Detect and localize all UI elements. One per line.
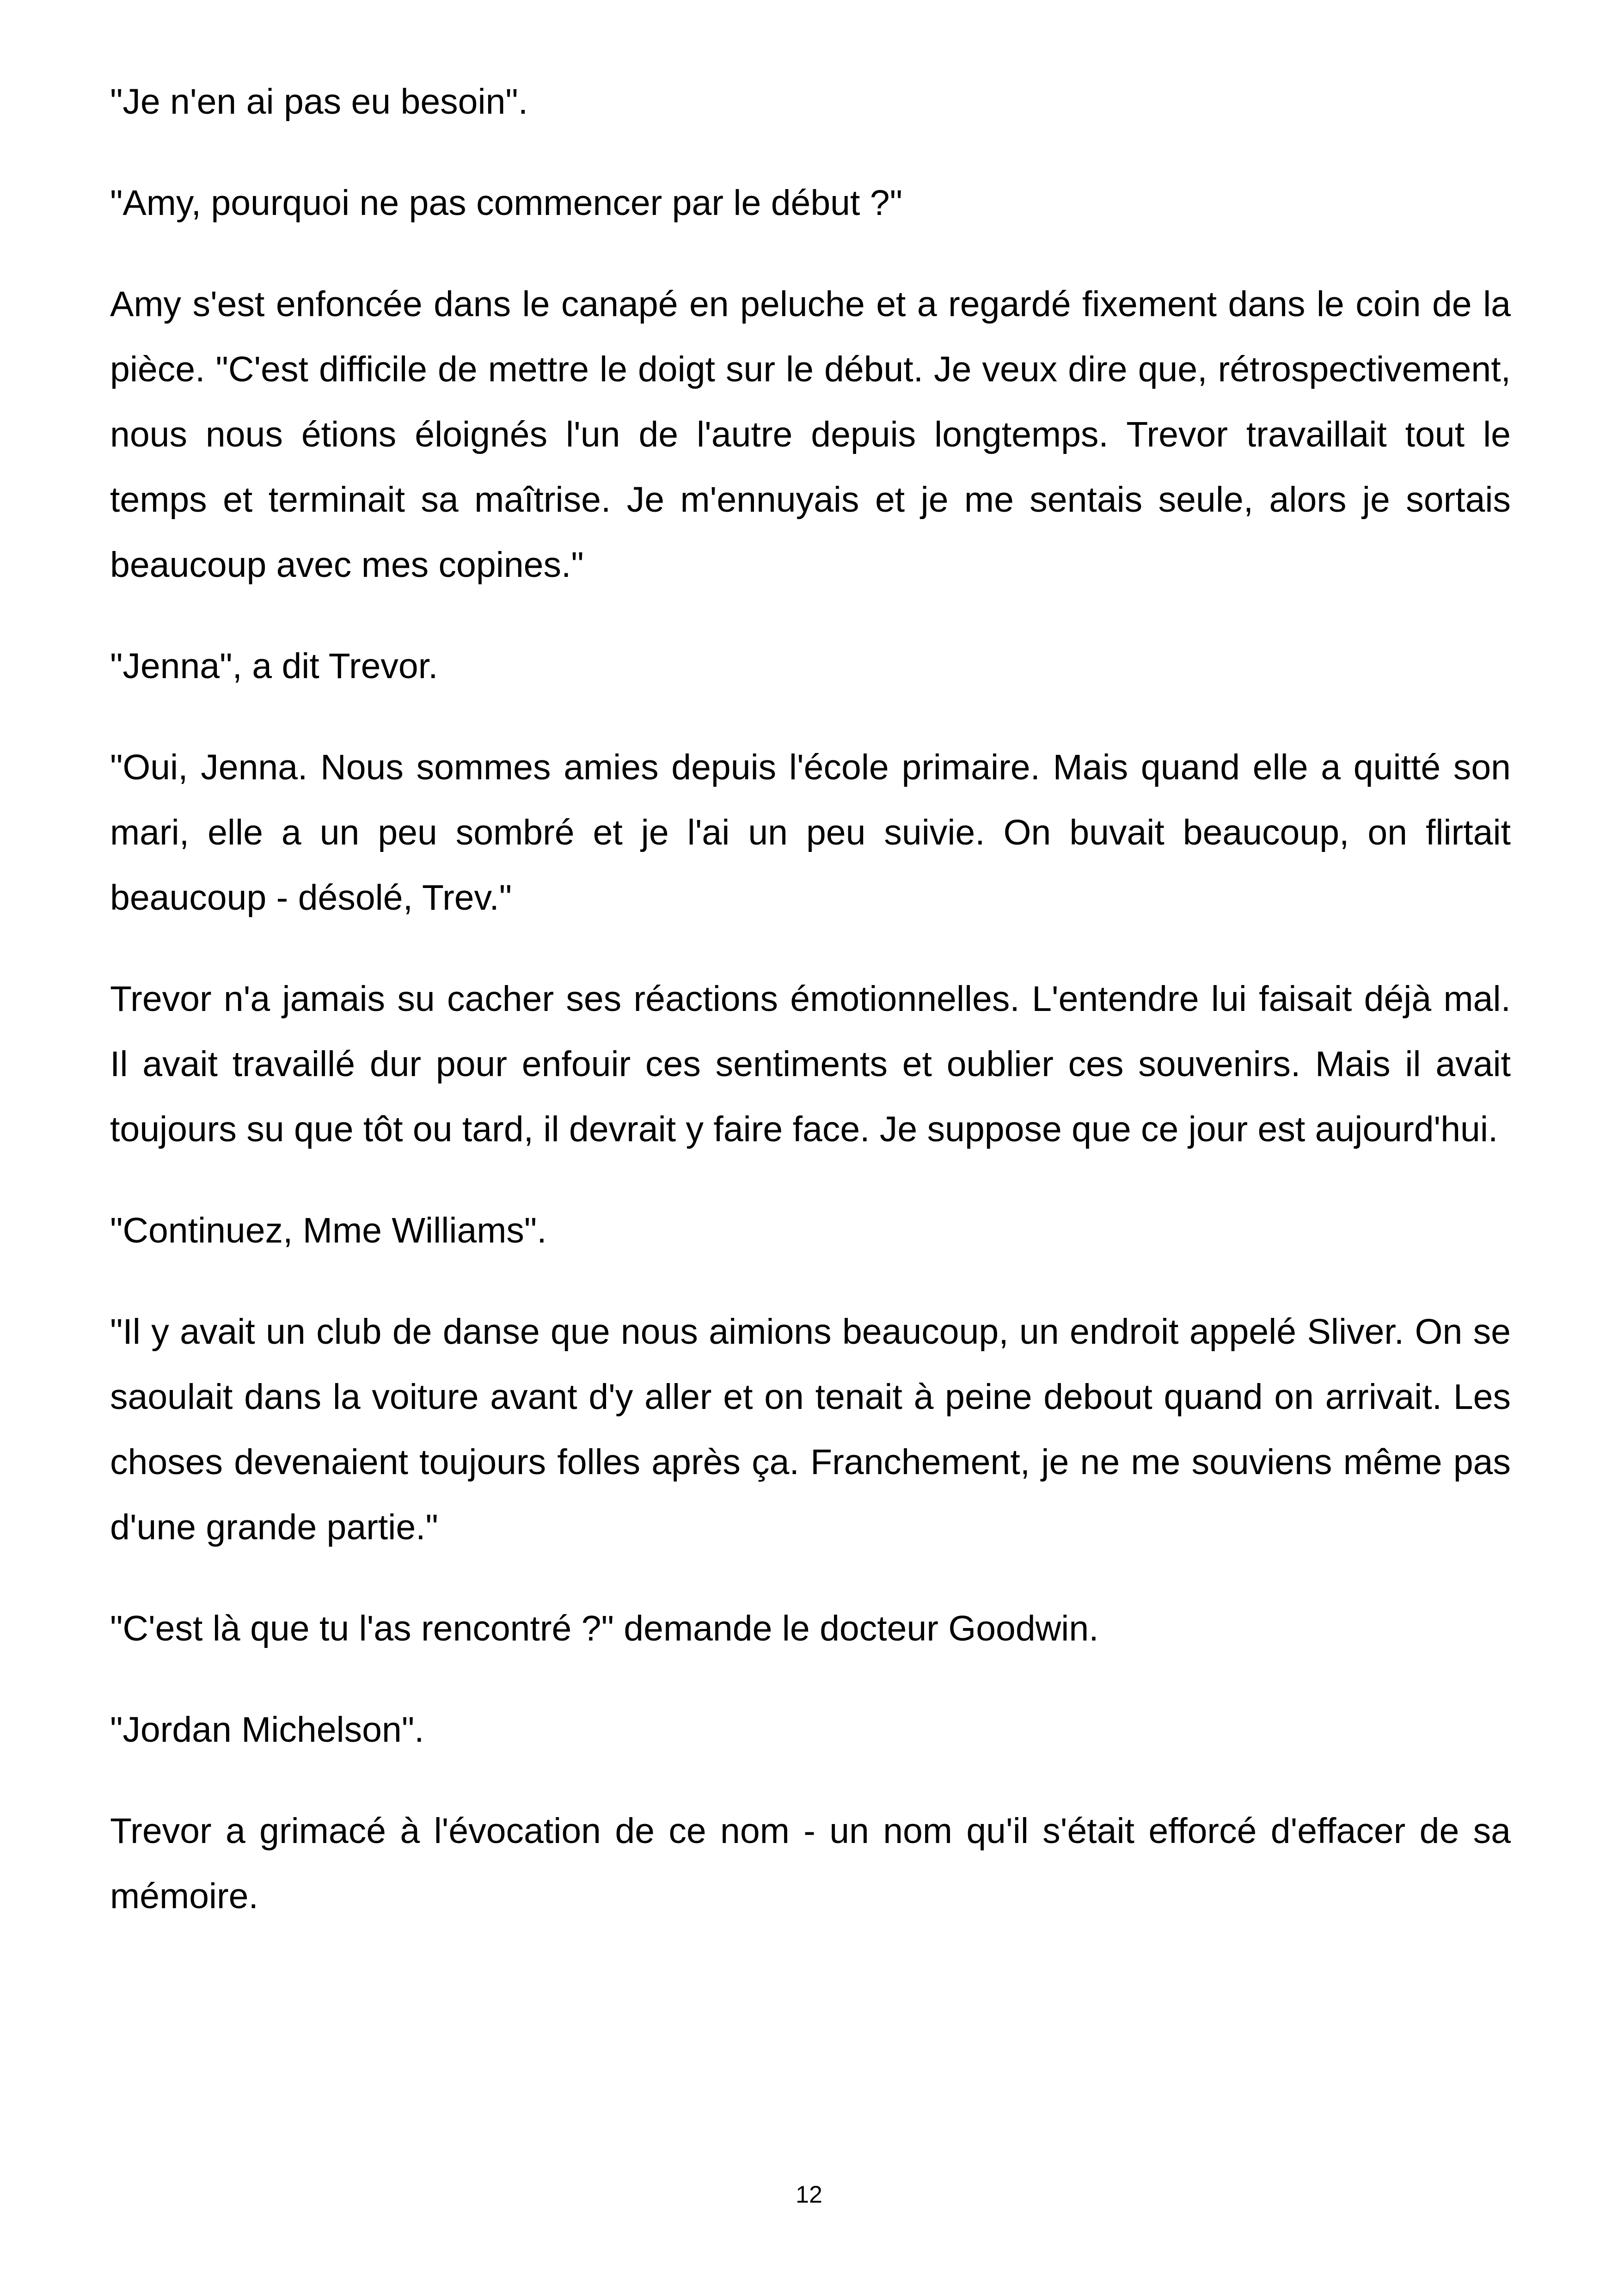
- paragraph-2: "Amy, pourquoi ne pas commencer par le début ?": [110, 183, 902, 223]
- paragraph-10: "Jordan Michelson".: [110, 1710, 424, 1750]
- page-number: 12: [796, 2181, 822, 2208]
- paragraph-7: "Continuez, Mme Williams".: [110, 1211, 547, 1250]
- paragraph-9: "C'est là que tu l'as rencontré ?" demande le docteur Goodwin.: [110, 1609, 1099, 1648]
- paragraph-6: Trevor n'a jamais su cacher ses réactions émotionnelles. L'entendre lui faisait déjà mal. Il avait travaillé dur pour enfouir ces sentiments et oublier ces souvenirs. Mais il avait toujours su que tôt ou tard, il devrait y faire face. Je suppose que ce jour est aujourd'hui.: [110, 979, 1511, 1149]
- paragraph-8: "Il y avait un club de danse que nous aimions beaucoup, un endroit appelé Sliver. On se saoulait dans la voiture avant d'y aller et on tenait à peine debout quand on arrivait. Les choses devenaient toujours folles après ça. Franchement, je ne me souviens même pas d'une grande partie.": [110, 1312, 1511, 1547]
- paragraph-11: Trevor a grimacé à l'évocation de ce nom - un nom qu'il s'était efforcé d'effacer de sa mémoire.: [110, 1811, 1511, 1916]
- paragraph-3: Amy s'est enfoncée dans le canapé en peluche et a regardé fixement dans le coin de la pièce. "C'est difficile de mettre le doigt sur le début. Je veux dire que, rétrospectivement, nous nous étions éloignés l'un de l'autre depuis longtemps. Trevor travaillait tout le temps et terminait sa maîtrise. Je m'ennuyais et je me sentais seule, alors je sortais beaucoup avec mes copines.": [110, 284, 1511, 585]
- paragraph-1: "Je n'en ai pas eu besoin".: [110, 82, 528, 122]
- paragraph-4: "Jenna", a dit Trevor.: [110, 646, 438, 686]
- document-page: [110, 69, 1511, 1965]
- paragraph-5: "Oui, Jenna. Nous sommes amies depuis l'école primaire. Mais quand elle a quitté son mari, elle a un peu sombré et je l'ai un peu suivie. On buvait beaucoup, on flirtait beaucoup - désolé, Trev.": [110, 747, 1511, 918]
